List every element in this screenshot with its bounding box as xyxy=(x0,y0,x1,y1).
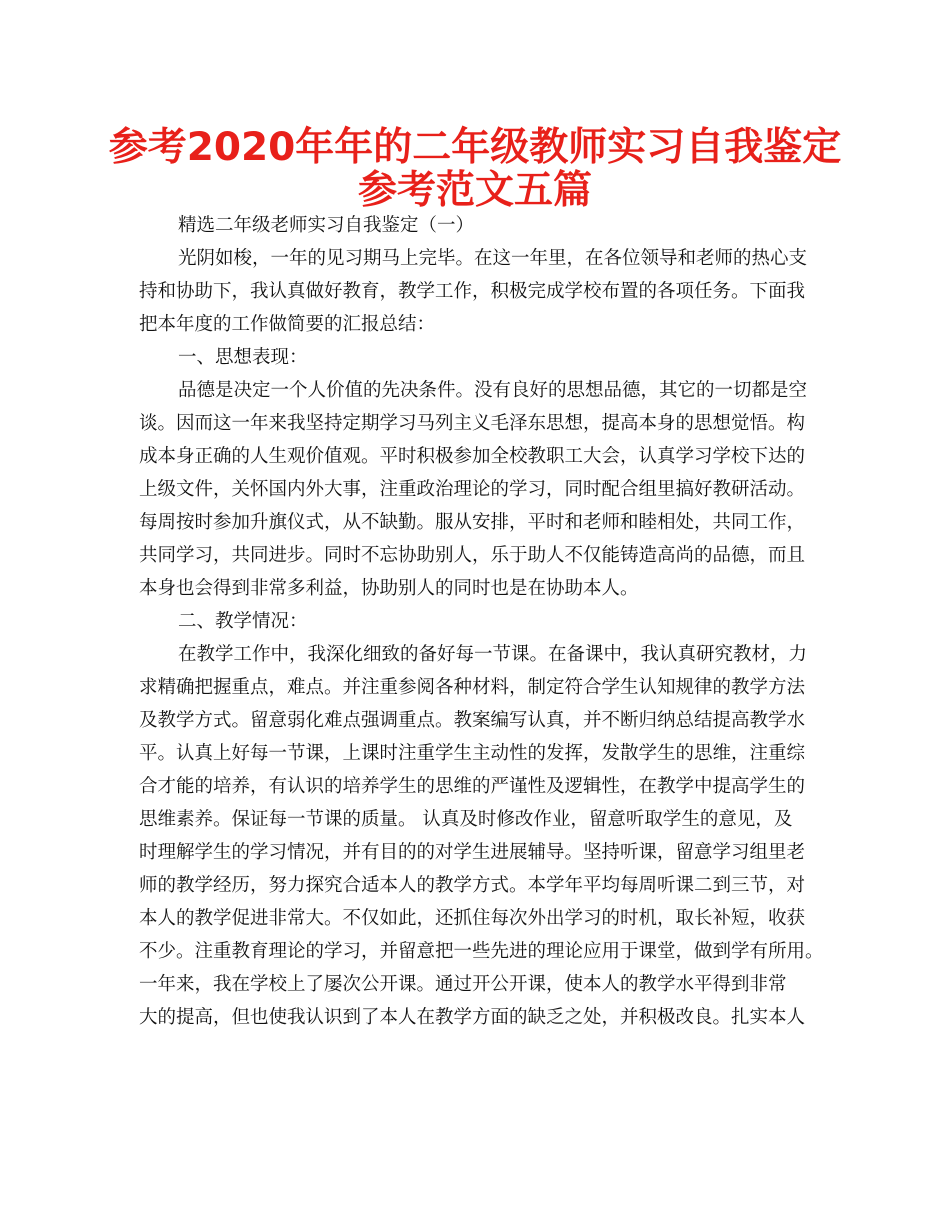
body-line: 一年来，我在学校上了屡次公开课。通过开公开课，使本人的教学水平得到非常 xyxy=(139,974,787,995)
body-line: 本人的教学促进非常大。不仅如此，还抓住每次外出学习的时机，取长补短，收获 xyxy=(139,908,806,929)
body-line: 上级文件，关怀国内外大事，注重政治理论的学习，同时配合组里搞好教研活动。 xyxy=(139,479,806,500)
body-line: 持和协助下，我认真做好教育，教学工作，积极完成学校布置的各项任务。下面我 xyxy=(139,281,806,302)
body-line: 时理解学生的学习情况，并有目的的对学生进展辅导。坚持听课，留意学习组里老 xyxy=(139,842,806,863)
body-line: 平。认真上好每一节课，上课时注重学生主动性的发挥，发散学生的思维，注重综 xyxy=(139,743,806,764)
body-line: 二、教学情况： xyxy=(178,611,308,632)
body-line: 每周按时参加升旗仪式，从不缺勤。服从安排，平时和老师和睦相处，共同工作， xyxy=(139,512,806,533)
body-line: 及教学方式。留意弱化难点强调重点。教案编写认真，并不断归纳总结提高教学水 xyxy=(139,710,806,731)
body-line: 思维素养。保证每一节课的质量。 认真及时修改作业，留意听取学生的意见，及 xyxy=(139,809,793,830)
body-line: 一、思想表现： xyxy=(178,347,308,368)
body-line: 师的教学经历，努力探究合适本人的教学方式。本学年平均每周听课二到三节，对 xyxy=(139,875,806,896)
body-line: 在教学工作中，我深化细致的备好每一节课。在备课中，我认真研究教材，力 xyxy=(178,644,808,665)
document-title-line-2: 参考范文五篇 xyxy=(357,168,592,213)
body-line: 求精确把握重点，难点。并注重参阅各种材料，制定符合学生认知规律的教学方法 xyxy=(139,677,806,698)
body-line: 品德是决定一个人价值的先决条件。没有良好的思想品德，其它的一切都是空 xyxy=(178,380,808,401)
body-line: 合才能的培养，有认识的培养学生的思维的严谨性及逻辑性，在教学中提高学生的 xyxy=(139,776,806,797)
body-line: 光阴如梭，一年的见习期马上完毕。在这一年里，在各位领导和老师的热心支 xyxy=(178,248,808,269)
body-line: 不少。注重教育理论的学习，并留意把一些先进的理论应用于课堂，做到学有所用。 xyxy=(139,941,824,962)
body-line: 本身也会得到非常多利益，协助别人的同时也是在协助本人。 xyxy=(139,578,639,599)
body-line: 共同学习，共同进步。同时不忘协助别人，乐于助人不仅能铸造高尚的品德，而且 xyxy=(139,545,806,566)
body-line: 大的提高，但也使我认识到了本人在教学方面的缺乏之处，并积极改良。扎实本人 xyxy=(139,1007,806,1028)
document-title-line-1: 参考2020年年的二年级教师实习自我鉴定 xyxy=(108,125,842,170)
body-line: 精选二年级老师实习自我鉴定（一） xyxy=(178,215,475,236)
body-line: 谈。因而这一年来我坚持定期学习马列主义毛泽东思想，提高本身的思想觉悟。构 xyxy=(139,413,806,434)
body-line: 成本身正确的人生观价值观。平时积极参加全校教职工大会，认真学习学校下达的 xyxy=(139,446,806,467)
body-line: 把本年度的工作做简要的汇报总结： xyxy=(139,314,436,335)
